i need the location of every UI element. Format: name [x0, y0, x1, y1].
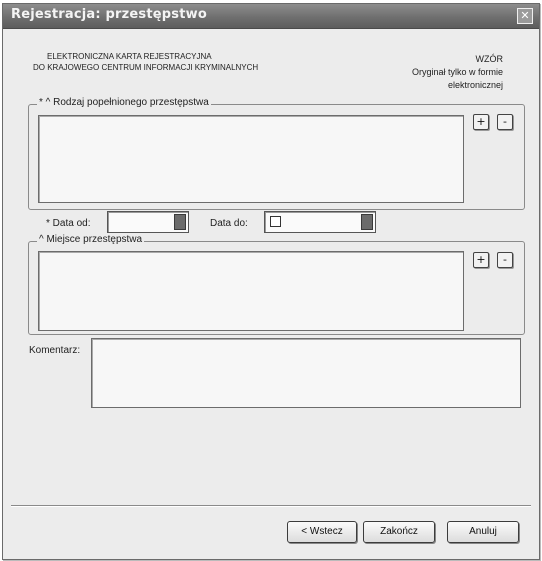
cancel-button[interactable]: Anuluj — [447, 521, 519, 543]
date-to-label: Data do: — [210, 218, 248, 229]
header-line-1: ELEKTRONICZNA KARTA REJESTRACYJNA — [47, 52, 212, 61]
place-legend: ^ Miejsce przestępstwa — [39, 234, 143, 245]
back-button[interactable]: < Wstecz — [287, 521, 357, 543]
place-add-button[interactable]: + — [473, 252, 489, 268]
dialog-window — [2, 3, 540, 560]
date-from-calendar-icon[interactable] — [174, 214, 186, 230]
date-to-field[interactable] — [264, 211, 376, 233]
crime-type-add-button[interactable]: + — [473, 114, 489, 130]
crime-type-legend: * ^ Rodzaj popełnionego przestępstwa — [39, 97, 209, 108]
window-title: Rejestracja: przestępstwo — [11, 7, 207, 22]
footer-divider — [11, 505, 531, 507]
date-to-checkbox[interactable] — [270, 216, 281, 227]
date-from-label: * Data od: — [46, 218, 91, 229]
date-to-calendar-icon[interactable] — [361, 214, 373, 230]
place-remove-button[interactable]: - — [497, 252, 513, 268]
date-from-field[interactable] — [107, 211, 189, 233]
template-notice — [393, 53, 503, 92]
comment-label: Komentarz: — [29, 345, 81, 356]
original-note-line-2: elektronicznej — [447, 80, 503, 90]
title-bar[interactable] — [3, 4, 539, 29]
crime-type-group — [28, 97, 525, 210]
original-note-line-1: Oryginał tylko w formie — [411, 67, 503, 77]
close-icon[interactable]: ✕ — [517, 8, 533, 24]
comment-field[interactable] — [91, 338, 521, 408]
header-line-2: DO KRAJOWEGO CENTRUM INFORMACJI KRYMINALNYCH — [33, 63, 259, 72]
wzor-label: WZÓR — [475, 54, 503, 64]
place-group — [28, 234, 525, 335]
finish-button[interactable]: Zakończ — [363, 521, 435, 543]
crime-type-list[interactable] — [38, 115, 464, 203]
crime-type-remove-button[interactable]: - — [497, 114, 513, 130]
place-list[interactable] — [38, 251, 464, 331]
form-header — [33, 51, 258, 73]
